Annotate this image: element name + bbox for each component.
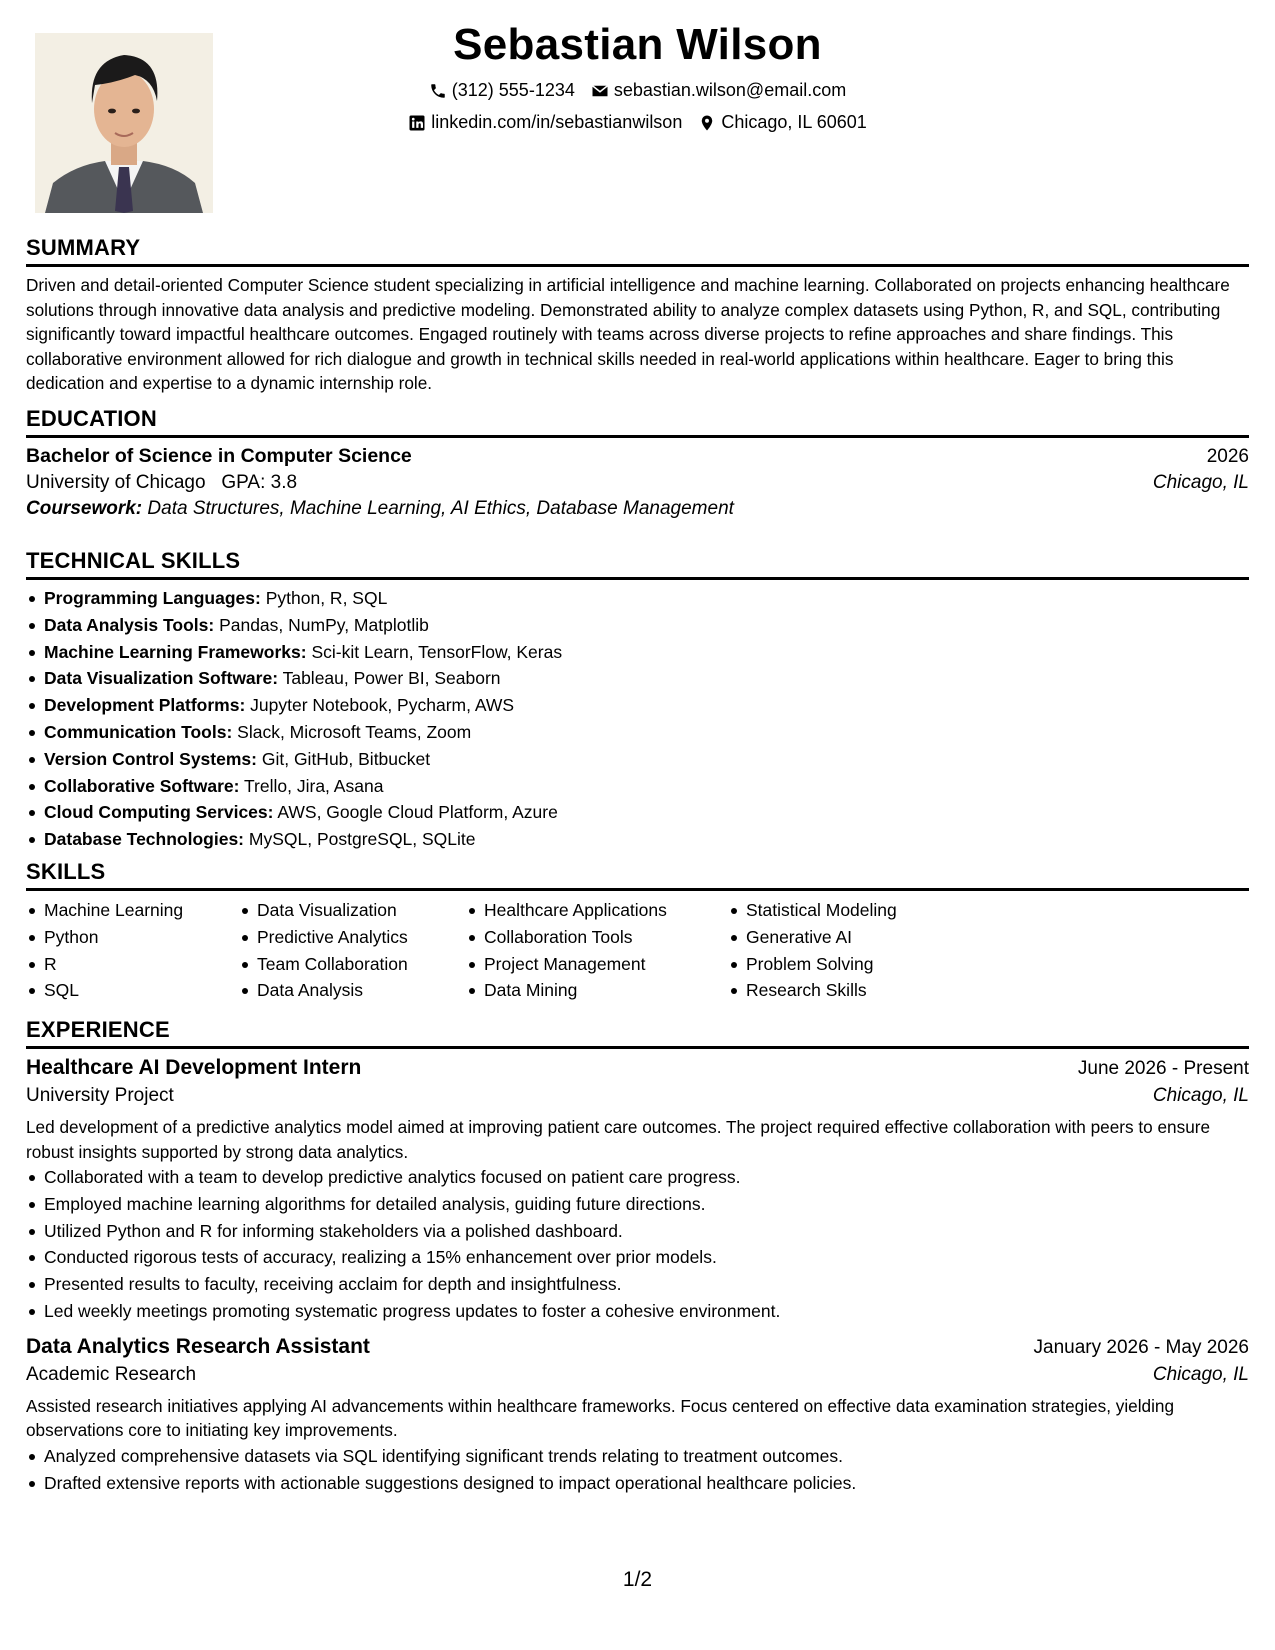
job-entry	[26, 1335, 1249, 1497]
skill-label: Machine Learning Frameworks:	[44, 641, 307, 662]
contact-line-2	[0, 112, 1275, 133]
list-item	[44, 719, 1249, 746]
skills-column-4	[728, 897, 996, 1004]
skill-value: MySQL, PostgreSQL, SQLite	[248, 829, 476, 850]
skill-value: Pandas, NumPy, Matplotlib	[219, 614, 429, 635]
skill-value: AWS, Google Cloud Platform, Azure	[277, 802, 558, 823]
job-org-row	[26, 1085, 1249, 1107]
job-title: Data Analytics Research Assistant	[26, 1334, 370, 1358]
job-header	[26, 1335, 1249, 1359]
degree-row	[26, 445, 1249, 468]
list-item: R	[44, 951, 239, 978]
skill-label: Communication Tools:	[44, 721, 233, 742]
list-item: Data Mining	[484, 977, 728, 1004]
list-item: Data Visualization	[257, 897, 466, 924]
school-info	[26, 472, 297, 494]
job-location: Chicago, IL	[1152, 1363, 1249, 1385]
job-title: Healthcare AI Development Intern	[26, 1056, 362, 1079]
coursework	[26, 498, 1249, 520]
skill-value: Slack, Microsoft Teams, Zoom	[237, 721, 472, 742]
section-title: SKILLS	[26, 858, 1249, 891]
skill-value: Sci-kit Learn, TensorFlow, Keras	[311, 641, 563, 662]
job-description: Assisted research initiatives applying AI advancements within healthcare frameworks. Focus centered on effective data examination strategies, yielding observations core to initiating key improvements.	[26, 1395, 1175, 1441]
skills-column-3	[466, 897, 728, 1004]
job-org: University Project	[26, 1085, 174, 1106]
skills-columns	[26, 897, 1249, 1004]
job-org: Academic Research	[26, 1363, 197, 1385]
technical-skills-section	[26, 547, 1249, 853]
skill-value: Trello, Jira, Asana	[244, 775, 384, 796]
list-item: Problem Solving	[746, 951, 996, 978]
school-name: University of Chicago	[26, 472, 206, 493]
section-title: TECHNICAL SKILLS	[26, 547, 1249, 580]
skill-label: Programming Languages:	[44, 588, 261, 608]
list-item	[44, 585, 1249, 612]
skills-column-1	[26, 897, 239, 1004]
job-org-row	[26, 1364, 1249, 1386]
list-item: Project Management	[484, 951, 728, 978]
list-item: Machine Learning	[44, 897, 239, 924]
envelope-icon	[591, 82, 609, 100]
skill-label: Database Technologies:	[44, 829, 245, 850]
list-item: Research Skills	[746, 977, 996, 1004]
gpa: GPA: 3.8	[221, 472, 298, 493]
list-item	[44, 799, 1249, 826]
phone-contact	[429, 80, 575, 101]
job-location: Chicago, IL	[1152, 1085, 1249, 1106]
candidate-name: Sebastian Wilson	[453, 20, 822, 69]
experience-section	[26, 1016, 1249, 1496]
linkedin-icon	[408, 114, 426, 132]
skill-value: Jupyter Notebook, Pycharm, AWS	[250, 695, 515, 716]
education-section	[26, 405, 1249, 520]
skill-value: Tableau, Power BI, Seaborn	[282, 668, 501, 689]
job-description: Led development of a predictive analytics model aimed at improving patient care outcomes. The project required effective collaboration with peers to ensure robust insights supported by strong data analytics.	[26, 1117, 1211, 1162]
list-item: Collaboration Tools	[484, 924, 728, 951]
list-item: Drafted extensive reports with actionable suggestions designed to impact operational healthcare policies.	[44, 1470, 1249, 1497]
list-item: Collaborated with a team to develop predictive analytics focused on patient care progress.	[44, 1164, 1249, 1191]
list-item: Statistical Modeling	[746, 897, 996, 924]
list-item: Predictive Analytics	[257, 924, 466, 951]
contact-line-1	[0, 80, 1275, 101]
skills-column-2	[239, 897, 466, 1004]
section-title: EDUCATION	[26, 405, 1249, 438]
summary-section	[26, 234, 1249, 396]
skill-value: Python, R, SQL	[265, 588, 388, 608]
skill-label: Collaborative Software:	[44, 775, 240, 796]
list-item: Healthcare Applications	[484, 897, 728, 924]
job-dates: June 2026 - Present	[1077, 1058, 1249, 1079]
skill-label: Development Platforms:	[44, 695, 246, 716]
email-text[interactable]: sebastian.wilson@email.com	[613, 80, 847, 100]
page-number: 1/2	[622, 1568, 653, 1591]
job-entry	[26, 1056, 1249, 1325]
section-title: EXPERIENCE	[26, 1016, 1249, 1049]
school-row	[26, 472, 1249, 494]
job-dates: January 2026 - May 2026	[1033, 1336, 1249, 1358]
graduation-year: 2026	[1206, 446, 1249, 467]
list-item: Led weekly meetings promoting systematic progress updates to foster a cohesive environment.	[44, 1298, 1249, 1325]
linkedin-contact[interactable]	[408, 112, 682, 133]
section-title: SUMMARY	[26, 234, 1249, 267]
list-item: Data Analysis	[257, 977, 466, 1004]
list-item	[44, 746, 1249, 773]
phone-icon	[429, 82, 447, 100]
skill-label: Cloud Computing Services:	[44, 802, 274, 823]
list-item	[44, 612, 1249, 639]
linkedin-text[interactable]: linkedin.com/in/sebastianwilson	[431, 112, 683, 132]
list-item: Generative AI	[746, 924, 996, 951]
skills-section	[26, 858, 1249, 1004]
list-item: Conducted rigorous tests of accuracy, realizing a 15% enhancement over prior models.	[44, 1244, 1249, 1271]
skill-value: Git, GitHub, Bitbucket	[261, 748, 431, 769]
list-item	[44, 639, 1249, 666]
coursework-list: Data Structures, Machine Learning, AI Ethics, Database Management	[147, 498, 734, 519]
list-item: Analyzed comprehensive datasets via SQL identifying significant trends relating to treatment outcomes.	[44, 1443, 1249, 1470]
email-contact[interactable]	[591, 80, 846, 101]
list-item: Team Collaboration	[257, 951, 466, 978]
skill-label: Data Visualization Software:	[44, 668, 279, 689]
summary-text: Driven and detail-oriented Computer Science student specializing in artificial intelligence and machine learning. Collaborated on projects enhancing healthcare solutions through innovative data analysis and predictive modeling. Demonstrated ability to analyze complex datasets using Python, R, and SQL, contributing significantly toward impactful healthcare outcomes. Engaged routinely with teams across diverse projects to refine approaches and share findings. This collaborative environment allowed for rich dialogue and growth in technical skills needed in real-world applications within healthcare. Eager to bring this dedication and expertise to a dynamic internship role.	[26, 275, 1230, 393]
list-item: Presented results to faculty, receiving acclaim for depth and insightfulness.	[44, 1271, 1249, 1298]
technical-skills-list	[26, 585, 1249, 853]
job-header	[26, 1056, 1249, 1080]
job-bullets	[26, 1164, 1249, 1325]
list-item: Employed machine learning algorithms for detailed analysis, guiding future directions.	[44, 1191, 1249, 1218]
list-item: Utilized Python and R for informing stakeholders via a polished dashboard.	[44, 1218, 1249, 1245]
list-item	[44, 826, 1249, 853]
list-item: Python	[44, 924, 239, 951]
list-item: SQL	[44, 977, 239, 1004]
list-item	[44, 665, 1249, 692]
school-location: Chicago, IL	[1152, 472, 1249, 493]
location-contact	[698, 112, 866, 133]
map-pin-icon	[698, 114, 716, 132]
skill-label: Version Control Systems:	[44, 748, 257, 769]
skill-label: Data Analysis Tools:	[44, 614, 215, 635]
list-item	[44, 692, 1249, 719]
phone-text: (312) 555-1234	[451, 80, 575, 100]
coursework-label: Coursework:	[26, 498, 143, 519]
degree-name: Bachelor of Science in Computer Science	[26, 445, 412, 467]
list-item	[44, 773, 1249, 800]
job-bullets	[26, 1443, 1249, 1497]
location-text: Chicago, IL 60601	[721, 112, 867, 132]
